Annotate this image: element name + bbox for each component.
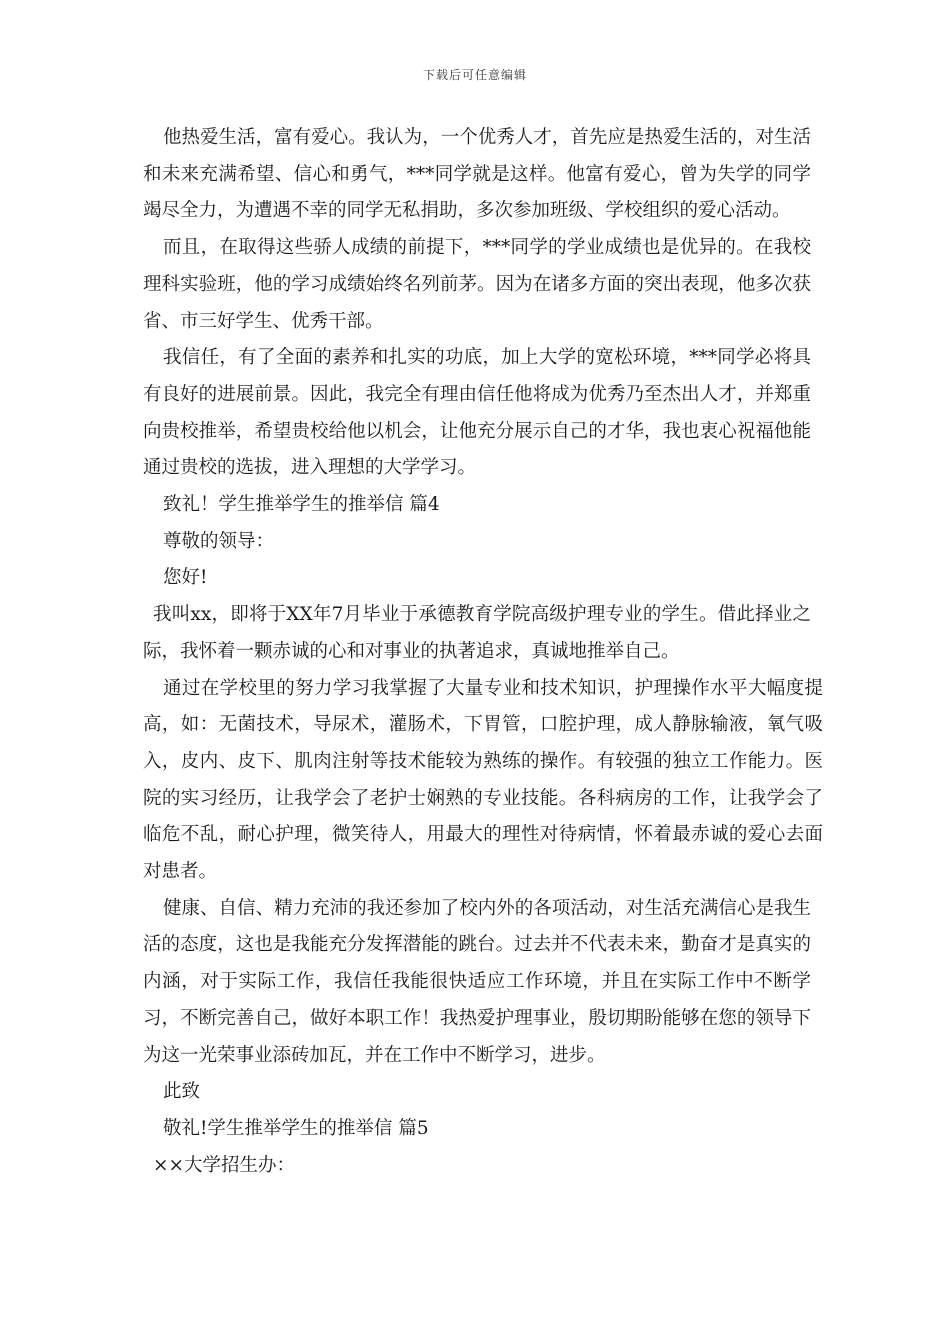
paragraph-academic-results: 而且，在取得这些骄人成绩的前提下，***同学的学业成绩也是优异的。在我校理科实验班，他的学习成绩始终名列前茅。因为在诸多方面的突出表现，他多次获省、市三好学生、优秀干部。: [143, 237, 811, 332]
paragraph-recommendation: 我信任，有了全面的素养和扎实的功底，加上大学的宽松环境，***同学必将具有良好的进展前景。因此，我完全有理由信任他将成为优秀乃至杰出人才，并郑重向贵校推举，希望贵校给他以机会，让他充分展示自己的才华，我也衷心祝福他能通过贵校的选拔，进入理想的大学学习。: [143, 347, 811, 479]
document-body: [143, 120, 823, 1184]
closing-phrase: 此致: [163, 1081, 201, 1103]
page-header-note: 下载后可任意编辑: [422, 68, 527, 82]
section-title-4: 致礼！学生推举学生的推举信 篇4: [163, 494, 440, 516]
paragraph-love-of-life: 他热爱生活，富有爱心。我认为，一个优秀人才，首先应是热爱生活的，对生活和未来充满希望、信心和勇气，***同学就是这样。他富有爱心，曾为失学的同学竭尽全力，为遭遇不幸的同学无私捐助，多次参加班级、学校组织的爱心活动。: [143, 127, 811, 222]
paragraph-activities: 健康、自信、精力充沛的我还参加了校内外的各项活动，对生活充满信心是我生活的态度，这也是我能充分发挥潜能的跳台。过去并不代表未来，勤奋才是真实的内涵，对于实际工作，我信任我能很快适应工作环境，并且在实际工作中不断学习，不断完善自己，做好本职工作！我热爱护理事业，殷切期盼能够在您的领导下为这一光荣事业添砖加瓦，并在工作中不断学习，进步。: [143, 897, 811, 1066]
section-title-5: 敬礼!学生推举学生的推举信 篇5: [163, 1117, 429, 1139]
greeting: 您好!: [163, 567, 208, 589]
paragraph-skills: 通过在学校里的努力学习我掌握了大量专业和技术知识，护理操作水平大幅度提高，如：无菌技术，导尿术，灌肠术，下胃管，口腔护理，成人静脉输液，氧气吸入，皮内、皮下、肌肉注射等技术能较为熟练的操作。有较强的独立工作能力。医院的实习经历，让我学会了老护士娴熟的专业技能。各科病房的工作，让我学会了临危不乱，耐心护理，微笑待人，用最大的理性对待病情，怀着最赤诚的爱心去面对患者。: [143, 677, 823, 883]
salutation: 尊敬的领导：: [163, 530, 275, 552]
paragraph-introduction: 我叫xx，即将于XX年7月毕业于承德教育学院高级护理专业的学生。借此择业之际，我怀着一颗赤诚的心和对事业的执著追求，真诚地推举自己。: [143, 604, 811, 662]
recipient-line: ××大学招生办：: [153, 1154, 296, 1176]
